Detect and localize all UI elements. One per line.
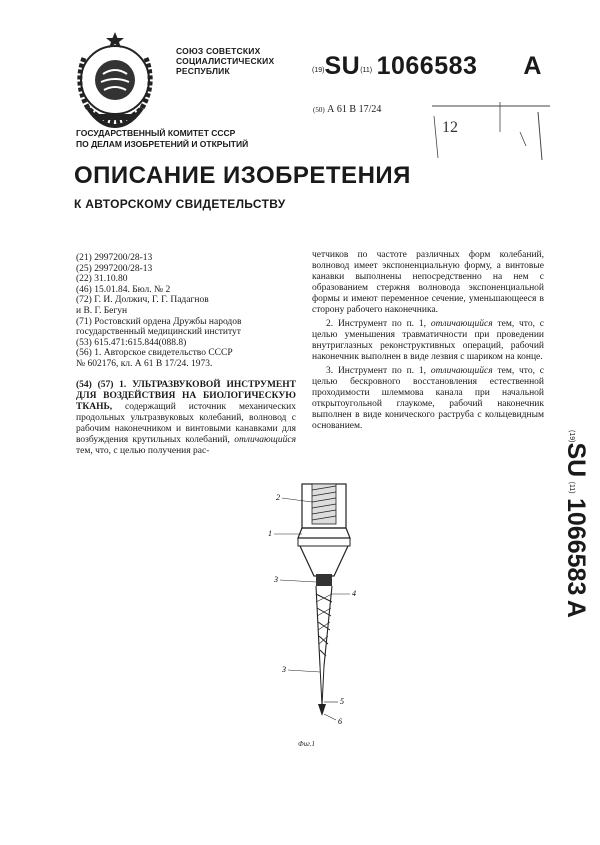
union-name bbox=[176, 46, 274, 76]
biblio-line: № 602176, кл. А 61 В 17/24. 1973. bbox=[76, 358, 213, 369]
claim-text: 2. Инструмент по п. 1, bbox=[326, 319, 426, 329]
committee-line: ГОСУДАРСТВЕННЫЙ КОМИТЕТ СССР bbox=[76, 128, 236, 138]
biblio-line: (72) Г. И. Должич, Г. Г. Падагнов bbox=[76, 295, 209, 306]
figure-label: 3 bbox=[274, 575, 278, 584]
figure-label: 5 bbox=[340, 697, 344, 706]
claim-1-continuation: четчиков по частоте различных форм колебаний, волновод имеет экспоненциальную форму, а винтовые канавки выполнены непосредственно на нем с образованием стержня волновода экспоненциальной формы и имеют переменное сечение, уменьшающееся в сторону рабочего наконечника. bbox=[312, 250, 544, 315]
union-line: СОЦИАЛИСТИЧЕСКИХ bbox=[176, 56, 275, 66]
claim-2 bbox=[312, 319, 544, 363]
country-code: SU bbox=[324, 52, 361, 80]
claim-distinguishing: отличающийся bbox=[426, 366, 493, 376]
figure-caption: Фиг.1 bbox=[298, 740, 316, 748]
patent-number: 1066583 bbox=[376, 52, 478, 80]
country-code: SU bbox=[562, 442, 590, 478]
document-subtitle: К АВТОРСКОМУ СВИДЕТЕЛЬСТВУ bbox=[74, 197, 286, 211]
bibliographic-data bbox=[76, 253, 298, 370]
claims-continuation bbox=[312, 250, 544, 435]
biblio-line: (71) Ростовский ордена Дружбы народов bbox=[76, 316, 242, 327]
invention-title: (54) (57) 1. УЛЬТРАЗВУКОВОЙ ИНСТРУМЕНТ ДЛЯ ВОЗДЕЙСТВИЯ НА БИОЛОГИЧЕСКУЮ ТКАНЬ, bbox=[76, 380, 296, 412]
figure-label: 1 bbox=[268, 529, 272, 538]
patent-number: 1066583 bbox=[562, 498, 590, 596]
country-code-label: (19) bbox=[568, 430, 575, 443]
ipc-label: (50) bbox=[313, 106, 325, 114]
claim-3 bbox=[312, 366, 544, 432]
claim-text: содержащий источник механических продольных ультразвуковых колебаний, волновод с рабочим наконечником и винтовыми канавками для возбуждения крутильных колебаний, bbox=[76, 402, 296, 445]
biblio-line: (56) 1. Авторское свидетельство СССР bbox=[76, 348, 233, 359]
biblio-line: (21) 2997200/28-13 bbox=[76, 253, 153, 263]
number-label: (11) bbox=[360, 67, 373, 74]
union-line: СОЮЗ СОВЕТСКИХ bbox=[176, 46, 261, 56]
biblio-line: государственный медицинский институт bbox=[76, 327, 241, 338]
biblio-line: (25) 2997200/28-13 bbox=[76, 263, 153, 274]
claim-distinguishing: отличающийся bbox=[426, 319, 493, 329]
union-line: РЕСПУБЛИК bbox=[176, 66, 230, 76]
biblio-line: (46) 15.01.84. Бюл. № 2 bbox=[76, 284, 171, 295]
biblio-line: и В. Г. Бегун bbox=[76, 305, 128, 316]
ussr-emblem-icon bbox=[66, 28, 164, 132]
patent-number-block bbox=[312, 52, 541, 81]
vertical-patent-number bbox=[560, 430, 590, 670]
instrument-drawing bbox=[258, 476, 358, 746]
figure-label: 2 bbox=[276, 493, 280, 502]
biblio-line: (22) 31.10.80 bbox=[76, 274, 128, 285]
document-kind: A bbox=[523, 52, 542, 80]
figure-label: 6 bbox=[338, 717, 342, 726]
committee-name bbox=[76, 128, 248, 150]
number-label: (11) bbox=[568, 481, 575, 494]
stamp-mark bbox=[430, 102, 552, 162]
ipc-value: А 61 В 17/24 bbox=[327, 104, 382, 115]
claim-text: тем, что, с целью получения рас- bbox=[76, 446, 210, 456]
country-code-label: (19) bbox=[312, 67, 325, 74]
figure-label: 3 bbox=[282, 665, 286, 674]
claim-text: тем, что, с целью бескровного восстановления естественной проходимости шлеммова канала при начальной открытоугольной глаукоме, рабочий наконечник выполнен в виде конического раструба с кольцевидным основанием. bbox=[312, 366, 545, 431]
biblio-line: (53) 615.471:615.844(088.8) bbox=[76, 337, 187, 348]
claim-distinguishing: отличающийся bbox=[229, 435, 296, 445]
ipc-classification bbox=[313, 104, 381, 115]
abstract-claim-1 bbox=[76, 380, 296, 457]
stamp-number: 12 bbox=[442, 119, 458, 136]
claim-text: 3. Инструмент по п. 1, bbox=[326, 366, 426, 376]
claim-text: тем, что, с целью уменьшения травматичности при проведении внутриглазных реконструктивных операций, рабочий наконечник выполнен в виде лезвия с шариком на конце. bbox=[312, 319, 545, 362]
document-title: ОПИСАНИЕ ИЗОБРЕТЕНИЯ bbox=[74, 162, 411, 189]
committee-line: ПО ДЕЛАМ ИЗОБРЕТЕНИЙ И ОТКРЫТИЙ bbox=[76, 139, 249, 149]
figure-label: 4 bbox=[352, 589, 356, 598]
document-kind: A bbox=[562, 599, 590, 618]
